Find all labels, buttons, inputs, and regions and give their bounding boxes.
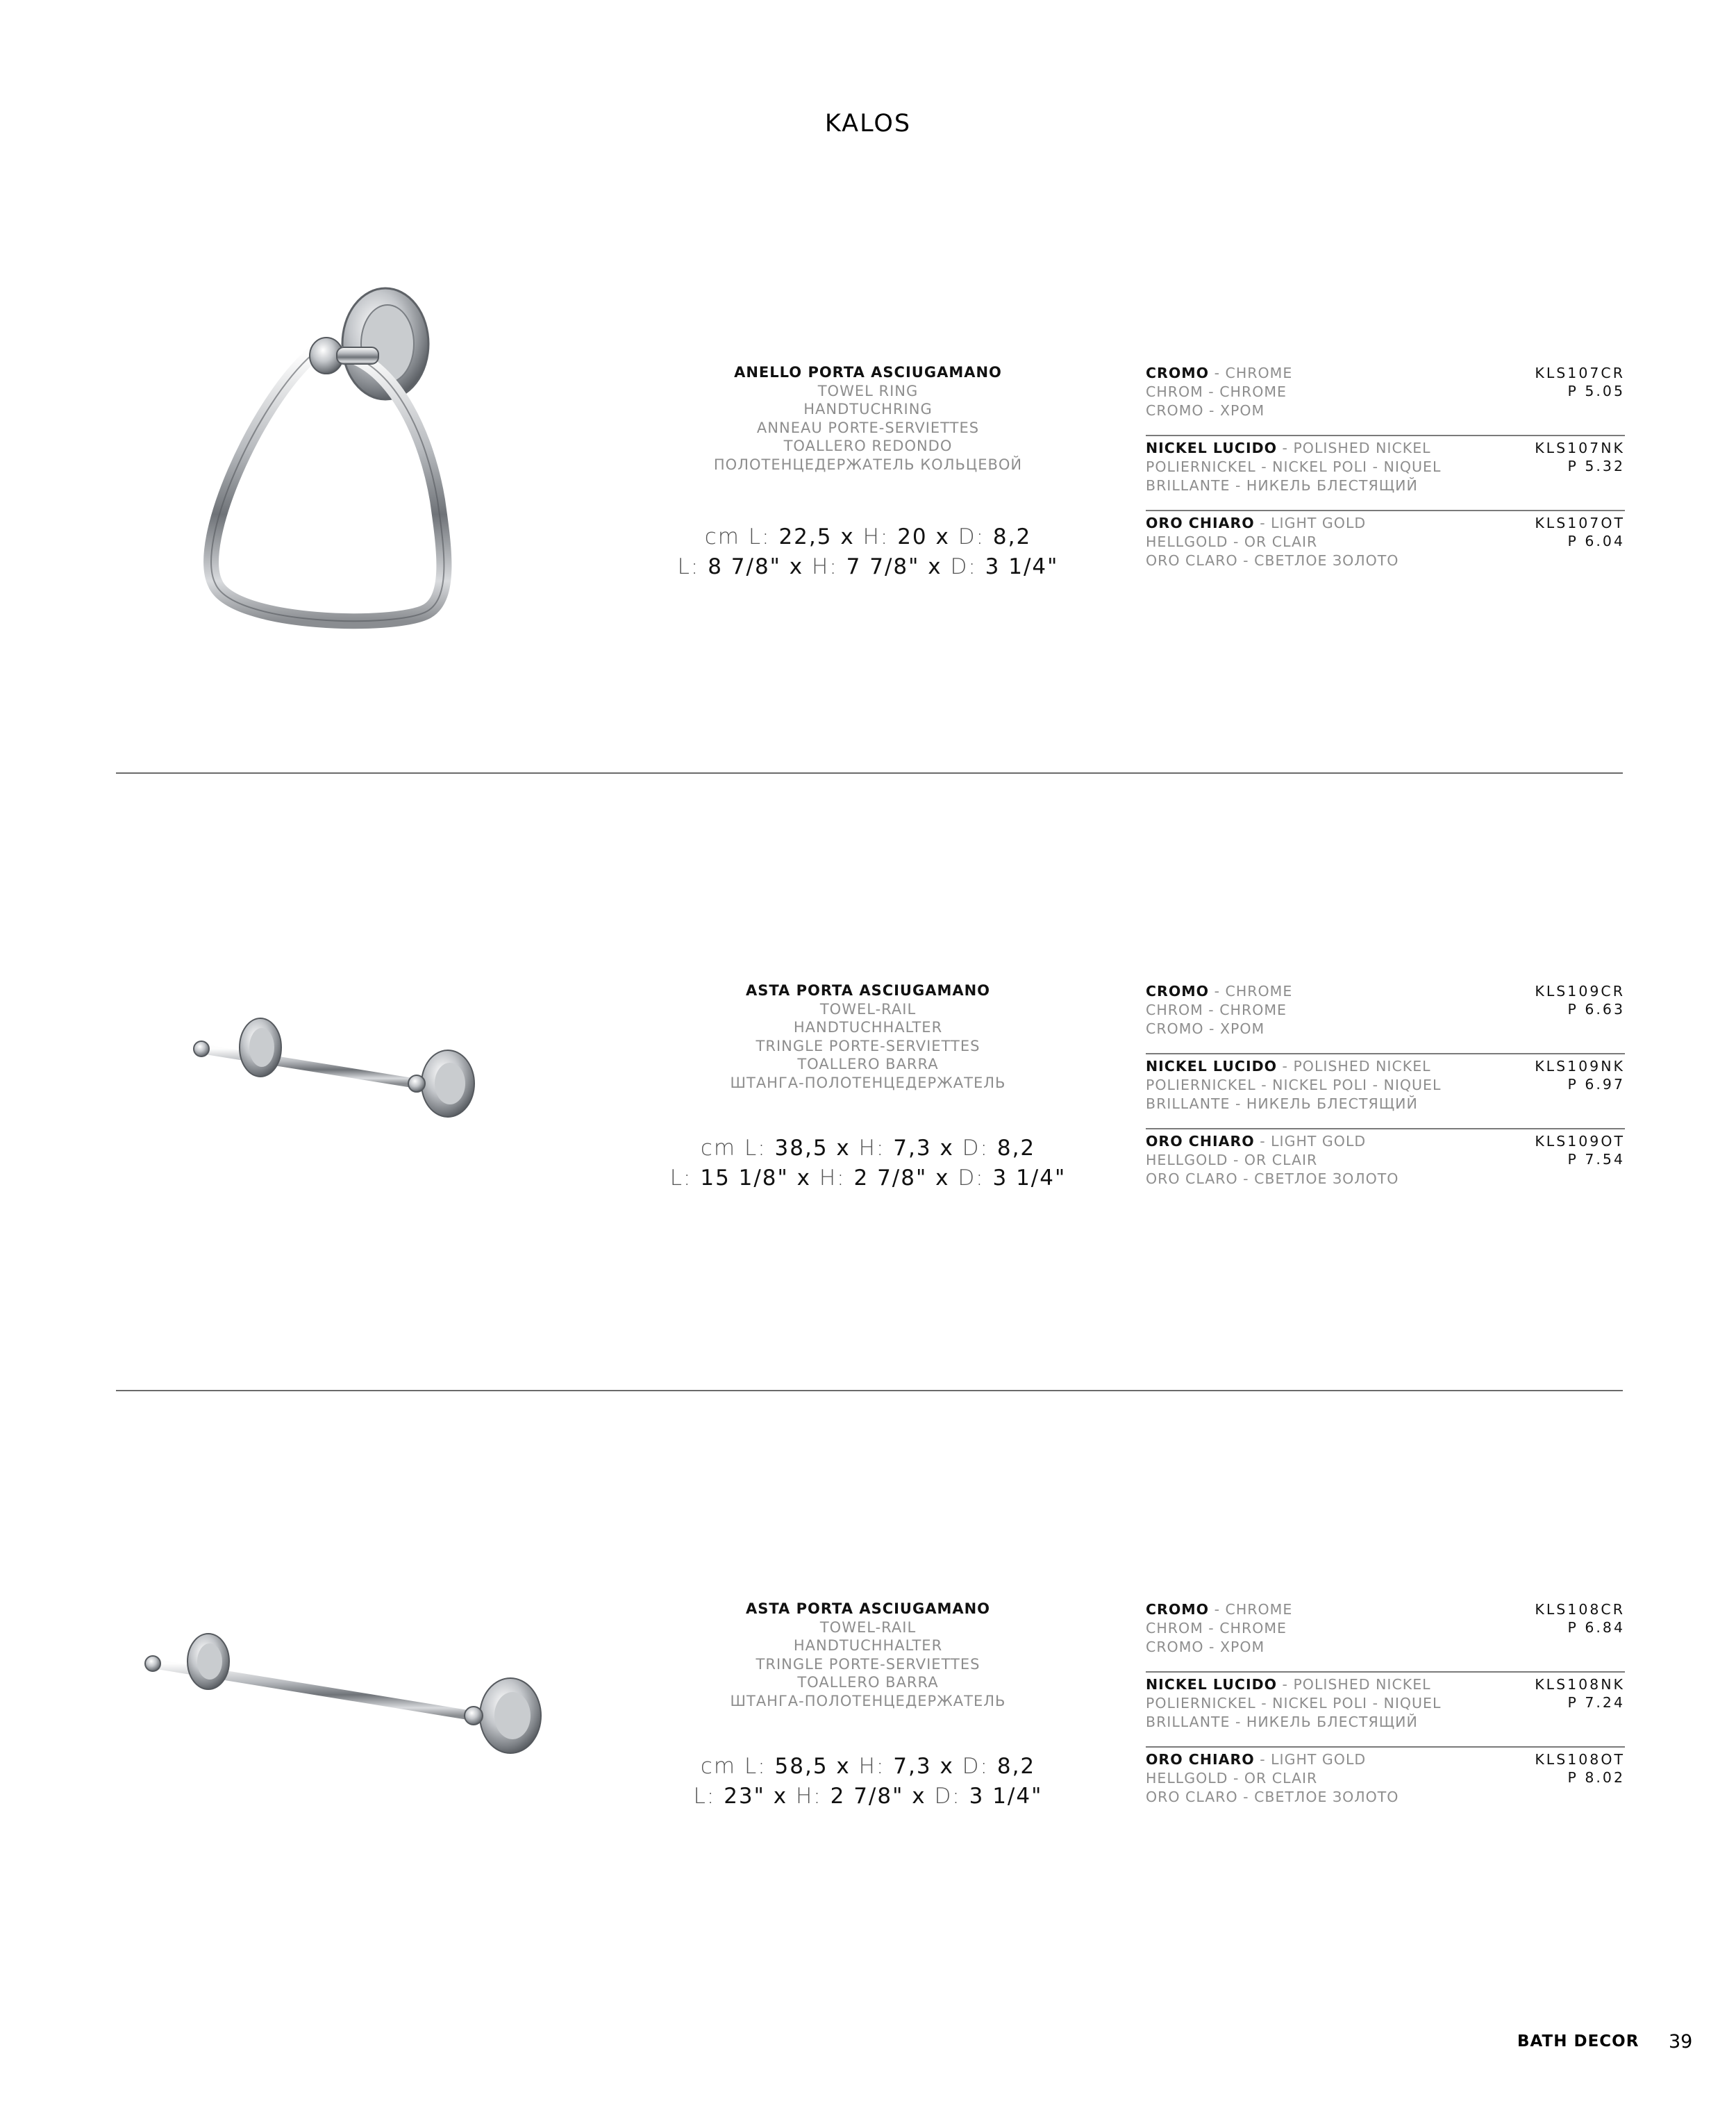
dimensions-cm: cm L: 38,5 x H: 7,3 x D: 8,2 (700, 1136, 1036, 1161)
dimensions-inch: L: 15 1/8" x H: 2 7/8" x D: 3 1/4" (669, 1166, 1067, 1191)
dimensions (646, 1752, 1090, 1812)
product-name-de: HANDTUCHHALTER (793, 1019, 943, 1036)
product-names (674, 981, 1062, 1092)
towel-ring-image (167, 250, 500, 639)
product-code: KLS108OT P 8.02 (1535, 1751, 1625, 1786)
dimensions (646, 522, 1090, 582)
finish-row: CROMO - CHROME CHROM - CHROME CROMO - ХРОМ KLS107CR P 5.05 (1146, 361, 1625, 436)
product-name-en: TOWEL-RAIL (819, 1618, 917, 1636)
product-code: KLS109CR P 6.63 (1535, 983, 1625, 1018)
page-title: KALOS (824, 110, 912, 138)
product-code: KLS107OT P 6.04 (1535, 515, 1625, 549)
page-number: 39 (1669, 2031, 1693, 2053)
product-name-fr: TRINGLE PORTE-SERVIETTES (756, 1655, 980, 1673)
dimensions (646, 1134, 1090, 1193)
finish-row: NICKEL LUCIDO - POLISHED NICKEL POLIERNICKEL - NICKEL POLI - NIQUEL BRILLANTE - НИКЕЛЬ БЛЕСТЯЩИЙ KLS107NK P 5.32 (1146, 436, 1625, 511)
product-code: KLS109NK P 6.97 (1535, 1058, 1625, 1093)
product-towel-rail-long (0, 1486, 1736, 2112)
footer-section-label: BATH DECOR (1517, 2032, 1639, 2050)
finish-row: ORO CHIARO - LIGHT GOLD HELLGOLD - OR CLAIR ORO CLARO - СВЕТЛОЕ ЗОЛОТО KLS109OT P 7.54 (1146, 1133, 1625, 1187)
product-name-fr: ANNEAU PORTE-SERVIETTES (756, 419, 980, 436)
product-code: KLS108CR P 6.84 (1535, 1601, 1625, 1636)
product-towel-ring (0, 250, 1736, 875)
finish-list (1146, 979, 1625, 1204)
towel-rail-image (187, 1007, 493, 1132)
product-code: KLS109OT P 7.54 (1535, 1133, 1625, 1168)
product-name-it: ASTA PORTA ASCIUGAMANO (745, 982, 991, 999)
finish-row: NICKEL LUCIDO - POLISHED NICKEL POLIERNICKEL - NICKEL POLI - NIQUEL BRILLANTE - НИКЕЛЬ БЛЕСТЯЩИЙ KLS108NK P 7.24 (1146, 1673, 1625, 1748)
finish-list (1146, 1598, 1625, 1823)
finish-row: ORO CHIARO - LIGHT GOLD HELLGOLD - OR CLAIR ORO CLARO - СВЕТЛОЕ ЗОЛОТО KLS108OT P 8.02 (1146, 1751, 1625, 1805)
section-divider (116, 772, 1623, 774)
finish-list (1146, 361, 1625, 586)
product-name-fr: TRINGLE PORTE-SERVIETTES (756, 1037, 980, 1054)
finish-row: CROMO - CHROME CHROM - CHROME CROMO - ХРОМ KLS108CR P 6.84 (1146, 1598, 1625, 1673)
finish-row: NICKEL LUCIDO - POLISHED NICKEL POLIERNICKEL - NICKEL POLI - NIQUEL BRILLANTE - НИКЕЛЬ БЛЕСТЯЩИЙ KLS109NK P 6.97 (1146, 1054, 1625, 1129)
product-code: KLS107NK P 5.32 (1535, 440, 1625, 474)
product-name-ru: ШТАНГА-ПОЛОТЕНЦЕДЕРЖАТЕЛЬ (730, 1074, 1006, 1091)
product-name-de: HANDTUCHHALTER (793, 1637, 943, 1654)
product-names (674, 1600, 1062, 1710)
product-names (674, 363, 1062, 474)
finish-row: CROMO - CHROME CHROM - CHROME CROMO - ХРОМ KLS109CR P 6.63 (1146, 979, 1625, 1054)
product-name-it: ANELLO PORTA ASCIUGAMANO (734, 364, 1002, 381)
product-towel-rail-short (0, 868, 1736, 1493)
dimensions-inch: L: 23" x H: 2 7/8" x D: 3 1/4" (693, 1784, 1043, 1809)
towel-rail-image (139, 1625, 569, 1764)
product-code: KLS108NK P 7.24 (1535, 1676, 1625, 1711)
product-name-en: TOWEL RING (817, 382, 919, 399)
dimensions-inch: L: 8 7/8" x H: 7 7/8" x D: 3 1/4" (677, 554, 1059, 579)
finish-row: ORO CHIARO - LIGHT GOLD HELLGOLD - OR CLAIR ORO CLARO - СВЕТЛОЕ ЗОЛОТО KLS107OT P 6.04 (1146, 515, 1625, 569)
product-name-it: ASTA PORTA ASCIUGAMANO (745, 1600, 991, 1617)
product-name-ru: ПОЛОТЕНЦЕДЕРЖАТЕЛЬ КОЛЬЦЕВОЙ (713, 456, 1023, 473)
product-name-es: TOALLERO BARRA (797, 1674, 939, 1691)
product-name-en: TOWEL-RAIL (819, 1000, 917, 1018)
section-divider (116, 1390, 1623, 1391)
product-name-ru: ШТАНГА-ПОЛОТЕНЦЕДЕРЖАТЕЛЬ (730, 1692, 1006, 1709)
dimensions-cm: cm L: 58,5 x H: 7,3 x D: 8,2 (700, 1754, 1036, 1779)
dimensions-cm: cm L: 22,5 x H: 20 x D: 8,2 (704, 524, 1032, 549)
product-name-es: TOALLERO BARRA (797, 1056, 939, 1072)
product-name-de: HANDTUCHRING (803, 401, 933, 417)
product-code: KLS107CR P 5.05 (1535, 365, 1625, 399)
product-name-es: TOALLERO REDONDO (783, 438, 953, 454)
